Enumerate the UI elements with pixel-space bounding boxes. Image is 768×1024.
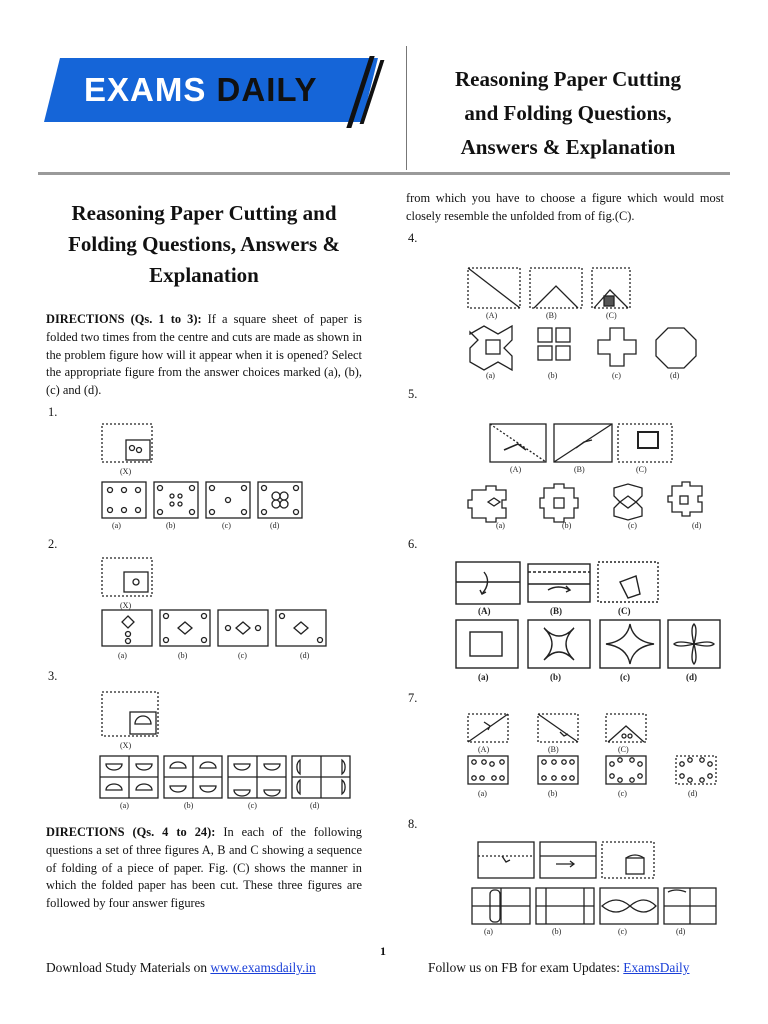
option-label-b: (b) (548, 370, 558, 380)
article-title-line: Explanation (149, 263, 259, 287)
option-label-b: (b) (552, 926, 562, 936)
figure-label-x: (X) (120, 600, 132, 610)
figure-label-x: (X) (120, 466, 132, 476)
option-label-b: (b) (548, 788, 558, 798)
header-divider (406, 46, 407, 170)
figure-label-c-upper: (C) (618, 605, 631, 616)
option-label-b: (b) (166, 520, 176, 530)
option-label-d: (d) (670, 370, 680, 380)
figure-label-b-upper: (B) (548, 744, 559, 754)
option-label-c: (c) (620, 671, 630, 682)
figure-label-a-upper: (A) (510, 464, 522, 474)
option-label-a: (a) (120, 800, 129, 810)
directions-1-3 (46, 311, 362, 400)
question-4-figure (406, 246, 724, 382)
option-label-c: (c) (238, 650, 247, 660)
figure-label-a-upper: (A) (478, 744, 490, 754)
question-number: 3. (48, 668, 58, 683)
footer-download (46, 960, 316, 976)
question-number: 7. (408, 690, 418, 705)
option-label-a: (a) (118, 650, 127, 660)
option-label-d: (d) (692, 520, 702, 530)
directions-continued: from which you have to choose a figure which would most closely resemble the unfolded from of fig.(C). (406, 191, 724, 223)
option-label-a: (a) (112, 520, 121, 530)
header-title-line: Answers & Explanation (460, 135, 676, 159)
page-number: 1 (380, 944, 386, 958)
footer-follow (428, 960, 689, 976)
option-label-d: (d) (300, 650, 310, 660)
examsdaily-website-link[interactable]: www.examsdaily.in (210, 960, 316, 975)
option-label-c: (c) (222, 520, 231, 530)
figure-label-b-upper: (B) (574, 464, 585, 474)
directions-text: In each of the following questions a set of three figures A, B and C showing a sequence of folding of a piece of paper. Fig. (C) shows the manner in which the folded paper has been cut. These three figures are followed by four answer figures (46, 824, 362, 911)
option-label-a: (a) (486, 370, 495, 380)
figure-label-c-upper: (C) (636, 464, 647, 474)
option-label-c: (c) (248, 800, 257, 810)
examsdaily-facebook-link[interactable]: ExamsDaily (623, 960, 690, 975)
question-number: 8. (408, 816, 418, 831)
option-label-a: (a) (478, 788, 487, 798)
exams-daily-logo (84, 70, 318, 110)
question-number: 4. (408, 230, 418, 245)
question-number: 6. (408, 536, 418, 551)
question-7-figure (406, 706, 724, 812)
question-1-figure (46, 420, 362, 532)
directions-label: DIRECTIONS (Qs. 4 to 24): (46, 824, 216, 839)
logo-word-daily: DAILY (216, 71, 318, 108)
question-8-figure (406, 832, 724, 936)
logo-word-exams: EXAMS (84, 71, 207, 108)
question-5-figure (406, 402, 724, 532)
header-title (416, 62, 720, 164)
article-title (46, 198, 362, 291)
question-number: 1. (48, 404, 58, 419)
directions-4-24 (46, 824, 362, 913)
option-label-d: (d) (688, 788, 698, 798)
figure-label-x: (X) (120, 740, 132, 750)
figure-label-c-upper: (C) (606, 310, 617, 320)
directions-label: DIRECTIONS (Qs. 1 to 3): (46, 312, 202, 326)
option-label-c: (c) (612, 370, 621, 380)
footer-follow-text: Follow us on FB for exam Updates: (428, 960, 624, 975)
figure-label-a-upper: (A) (486, 310, 498, 320)
option-label-a: (a) (478, 671, 489, 682)
option-label-a: (a) (496, 520, 505, 530)
figure-label-c-upper: (C) (618, 744, 629, 754)
option-label-d: (d) (270, 520, 280, 530)
question-2-figure (46, 552, 362, 664)
article-title-line: Reasoning Paper Cutting and (71, 201, 337, 225)
option-label-d: (d) (676, 926, 686, 936)
article-title-line: Folding Questions, Answers & (68, 232, 340, 256)
directions-text: If a square sheet of paper is folded two times from the centre and cuts are made as shown in the problem figure how will it appear when it is opened? Select the appropriate figure from the answer choices marked (a), (b), (c) and (d). (46, 312, 362, 398)
option-label-b: (b) (178, 650, 188, 660)
option-label-b: (b) (562, 520, 572, 530)
figure-label-b-upper: (B) (550, 605, 562, 616)
page-header (0, 0, 768, 176)
question-number: 2. (48, 536, 58, 551)
question-6-figure (406, 552, 724, 686)
left-column (46, 198, 362, 913)
option-label-d: (d) (686, 671, 697, 682)
header-title-line: Reasoning Paper Cutting (455, 67, 681, 91)
option-label-b: (b) (550, 671, 561, 682)
figure-label-a-upper: (A) (478, 605, 491, 616)
question-number: 5. (408, 386, 418, 401)
header-title-line: and Folding Questions, (464, 101, 672, 125)
figure-label-b-upper: (B) (546, 310, 557, 320)
header-rule (38, 172, 730, 175)
option-label-d: (d) (310, 800, 320, 810)
option-label-c: (c) (618, 788, 627, 798)
option-label-c: (c) (618, 926, 627, 936)
option-label-a: (a) (484, 926, 493, 936)
option-label-b: (b) (184, 800, 194, 810)
option-label-c: (c) (628, 520, 637, 530)
question-3-figure (46, 684, 362, 812)
footer-download-text: Download Study Materials on (46, 960, 211, 975)
right-column (406, 190, 724, 936)
